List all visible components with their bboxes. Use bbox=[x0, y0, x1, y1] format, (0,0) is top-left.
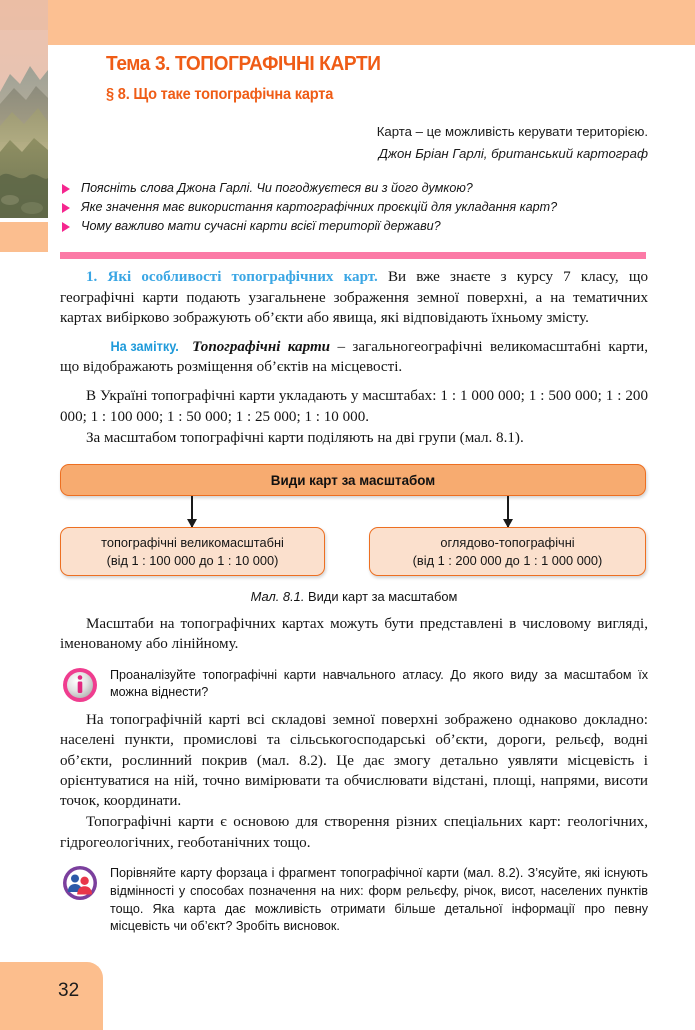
diagram-box-large-scale-range: (від 1 : 100 000 до 1 : 10 000) bbox=[106, 552, 279, 568]
diagram-box-large-scale bbox=[60, 527, 325, 576]
callout-analyze-text: Проаналізуйте топографічні карти навчального атласу. До якого виду за масштабом їх можна віднести? bbox=[110, 667, 648, 700]
question-text: Поясніть слова Джона Гарлі. Чи погоджуєтеся ви з його думкою? bbox=[81, 180, 473, 195]
theme-title: Тема 3. ТОПОГРАФІЧНІ КАРТИ bbox=[106, 52, 381, 75]
question-item bbox=[60, 179, 648, 198]
paragraph-scale-forms: Масштаби на топографічних картах можуть бути представлені в числовому вигляді, іменованому або лінійному. bbox=[60, 616, 648, 653]
diagram-arrow-right bbox=[507, 496, 509, 527]
paragraph-section-1-text: Ви вже знаєте з курсу 7 класу, що географічні карти подають узагальнене зображення земної поверхні, а на тематичних картах вибірково зображують об’єкти або явища, які відповідають їхньому змісту. bbox=[60, 269, 649, 326]
question-text: Чому важливо мати сучасні карти всієї території держави? bbox=[81, 219, 441, 234]
diagram-title-box: Види карт за масштабом bbox=[60, 464, 646, 496]
question-list bbox=[60, 179, 648, 236]
paragraph-components: На топографічній карті всі складові земної поверхні зображено однаково докладно: населені пункти, промислові та сільськогосподарські об’єкти, дороги, рельєф, водні об’єкти, рослинний покрив (мал. 8.2). Це дає змогу детально уявляти місцевість і орієнтуватися на ній, точно вимірювати та обчислювати відстані, площі, напрями, висоти точок, координати. bbox=[60, 712, 648, 810]
mountain-photo-strip bbox=[0, 0, 48, 218]
question-text: Яке значення має використання картографічних проєкцій для укладання карт? bbox=[81, 200, 558, 215]
callout-analyze-task bbox=[60, 667, 648, 703]
paragraph-basis: Топографічні карти є основою для створення різних спеціальних карт: геологічних, гідрогеологічних, геоботанічних тощо. bbox=[60, 814, 648, 851]
question-item bbox=[60, 198, 648, 217]
triangle-bullet-icon bbox=[62, 203, 70, 213]
diagram-box-large-scale-name: топографічні великомасштабні bbox=[101, 535, 284, 551]
page-number: 32 bbox=[58, 980, 80, 1001]
left-orange-block bbox=[0, 222, 48, 252]
epigraph-quote: Карта – це можливість керувати територією. bbox=[376, 124, 648, 139]
section-title: § 8. Що таке топографічна карта bbox=[106, 86, 334, 103]
subsection-heading: 1. Які особливості топографічних карт. bbox=[86, 269, 378, 286]
header-orange-band bbox=[48, 0, 695, 45]
figure-caption bbox=[60, 589, 648, 604]
diagram-box-overview-name: оглядово-топографічні bbox=[440, 535, 575, 551]
scale-types-diagram bbox=[60, 464, 646, 576]
info-icon bbox=[62, 667, 98, 703]
diagram-arrow-left bbox=[191, 496, 193, 527]
page-number-box bbox=[0, 962, 103, 1030]
figure-caption-text: Види карт за масштабом bbox=[304, 589, 458, 605]
pink-divider-rule bbox=[60, 252, 646, 259]
callout-pairwork-text: Порівняйте карту форзаца і фрагмент топографічної карти (мал. 8.2). З’ясуйте, які існують відмінності у способах позначення на них: форм рельєфу, річок, висот, населених пунктів тощо. Яка карта дає можливість отримати більше детальної інформації про певну місцевість чи об’єкт? Зробіть висновок. bbox=[110, 865, 648, 934]
content-column bbox=[60, 52, 648, 936]
callout-pairwork-task bbox=[60, 865, 648, 937]
question-item bbox=[60, 217, 648, 236]
paragraph-note bbox=[60, 337, 648, 377]
mountain-photo-svg bbox=[0, 0, 48, 218]
paragraph-groups: За масштабом топографічні карти поділяють на дві групи (мал. 8.1). bbox=[86, 429, 524, 446]
note-definition: – загальногеографічні великомасштабні карти, що відображають розміщення об’єктів на місцевості. bbox=[60, 338, 648, 376]
epigraph bbox=[60, 122, 648, 165]
triangle-bullet-icon bbox=[62, 184, 70, 194]
diagram-box-overview bbox=[369, 527, 646, 576]
triangle-bullet-icon bbox=[62, 222, 70, 232]
figure-number: Мал. 8.1. bbox=[250, 589, 305, 605]
diagram-box-overview-range: (від 1 : 200 000 до 1 : 1 000 000) bbox=[412, 552, 603, 568]
note-label: На замітку. bbox=[110, 338, 179, 354]
paragraph-scales: В Україні топографічні карти укладають у масштабах: 1 : 1 000 000; 1 : 500 000; 1 : 200 000; 1 : 100 000; 1 : 50 000; 1 : 25 000; 1 : 10 000. bbox=[60, 388, 648, 425]
epigraph-author: Джон Бріан Гарлі, британський картограф bbox=[378, 146, 648, 162]
paragraph-section-1 bbox=[60, 267, 648, 328]
note-term: Топографічні карти bbox=[192, 338, 331, 355]
two-people-icon bbox=[62, 865, 98, 901]
